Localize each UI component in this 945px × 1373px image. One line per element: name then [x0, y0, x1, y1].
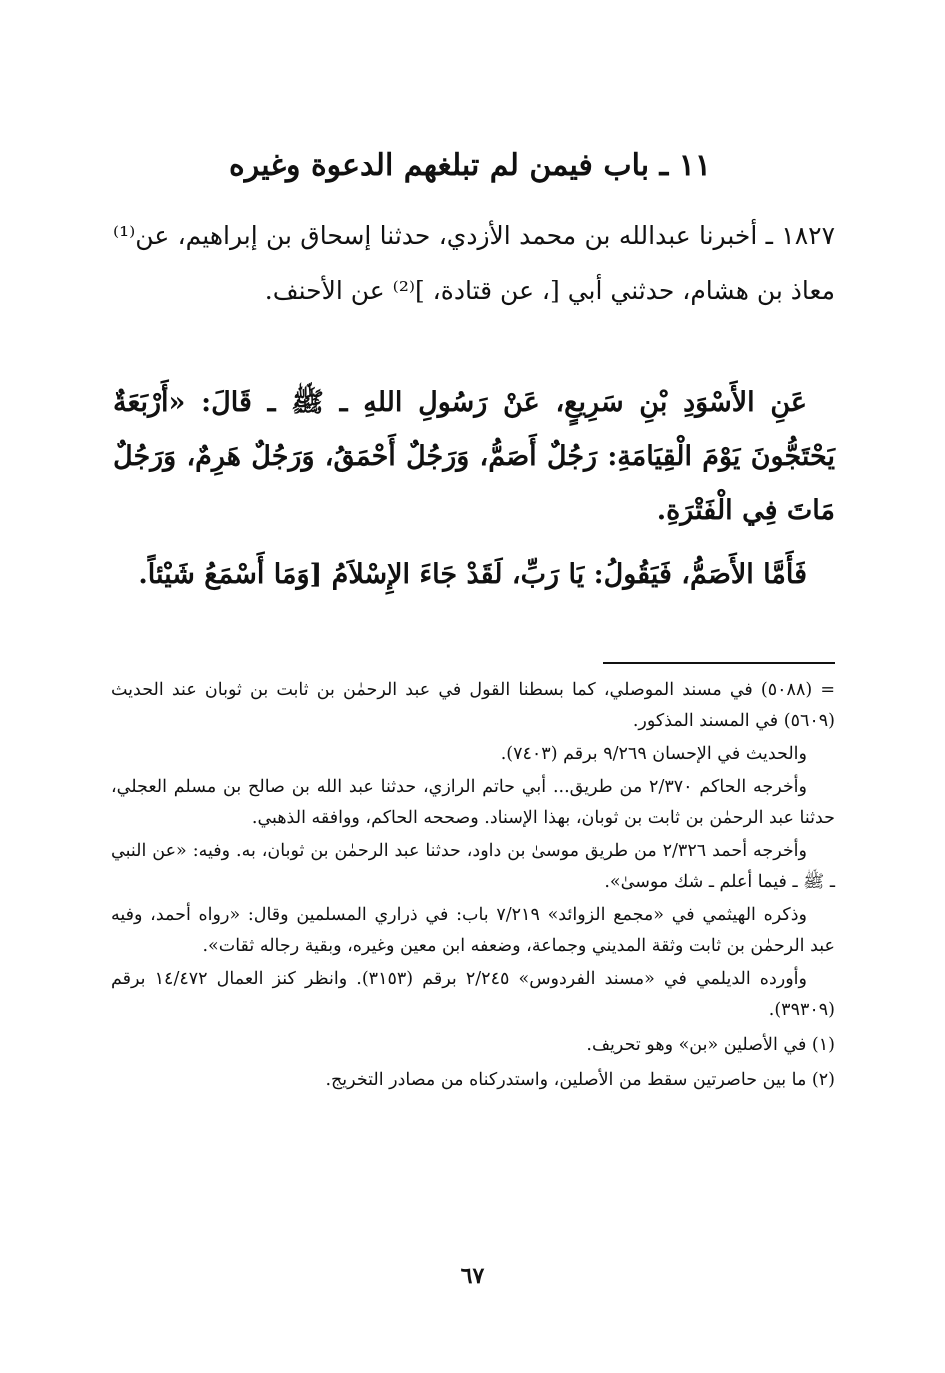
note-daylami: وأورده الديلمي في «مسند الفردوس» ٢/٢٤٥ برقم (٣١٥٣). وانظر كنز العمال ١٤/٤٧٢ برقم (٣٩٣٠٩).	[111, 969, 835, 1020]
note-ahmad: وأخرجه أحمد ٢/٣٢٦ من طريق موسىٰ بن داود، حدثنا عبد الرحمٰن بن ثوبان، به. وفيه: «عن النبي ـ ﷺ ـ فيما أعلم ـ شك موسىٰ».	[111, 841, 835, 892]
hadith-chain	[113, 208, 835, 318]
footnotes	[111, 675, 835, 1098]
chain-text: ١٨٢٧ ـ أخبرنا عبدالله بن محمد الأزدي، حدثنا إسحاق بن إبراهيم، عن⁽¹⁾ معاذ بن هشام، حدثني أبي [، عن قتادة، ]⁽²⁾ عن الأحنف.	[113, 221, 835, 305]
footnote-2: (٢) ما بين حاصرتين سقط من الأصلين، واستدركناه من مصادر التخريج.	[325, 1070, 835, 1090]
hadith-paragraph-2: فَأَمَّا الأَصَمُّ، فَيَقُولُ: يَا رَبِّ، لَقَدْ جَاءَ الإِسْلاَمُ [وَمَا أَسْمَعُ شَيْئاً.	[138, 559, 807, 590]
note-hakim: وأخرجه الحاكم ٢/٣٧٠ من طريق... أبي حاتم الرازي، حدثنا عبد الله بن صالح بن مسلم العجلي، حدثنا عبد الرحمٰن بن ثابت بن ثوبان، بهذا الإسناد. وصححه الحاكم، ووافقه الذهبي.	[111, 777, 835, 828]
footnote-1: (١) في الأصلين «بن» وهو تحريف.	[586, 1035, 835, 1055]
note-ihsan: والحديث في الإحسان ٩/٢٦٩ برقم (٧٤٠٣).	[500, 744, 807, 764]
hadith-paragraph-1: عَنِ الأَسْوَدِ بْنِ سَرِيعٍ، عَنْ رَسُولِ اللهِ ـ ﷺ ـ قَالَ: «أَرْبَعَةٌ يَحْتَجُّونَ يَوْمَ الْقِيَامَةِ: رَجُلٌ أَصَمُّ، وَرَجُلٌ أَحْمَقُ، وَرَجُلٌ هَرِمٌ، وَرَجُلٌ مَاتَ فِي الْفَتْرَةِ.	[113, 387, 835, 526]
hadith-text	[113, 376, 835, 602]
chapter-heading: ١١ ـ باب فيمن لم تبلغهم الدعوة وغيره	[229, 148, 711, 183]
note-haythami: وذكره الهيثمي في «مجمع الزوائد» ٧/٢١٩ باب: في ذراري المسلمين وقال: «رواه أحمد، وفيه عبد الرحمٰن بن ثابت وثقة المديني وجماعة، وضعفه ابن معين وغيره، وبقية رجاله ثقات».	[111, 905, 835, 956]
page-number: ٦٧	[460, 1263, 485, 1289]
footnote-divider	[603, 662, 835, 664]
note-continuation: = (٥٠٨٨) في مسند الموصلي، كما بسطنا القول في عبد الرحمٰن بن ثابت بن ثوبان عند الحديث (٥٦٠٩) في المسند المذكور.	[111, 680, 835, 731]
